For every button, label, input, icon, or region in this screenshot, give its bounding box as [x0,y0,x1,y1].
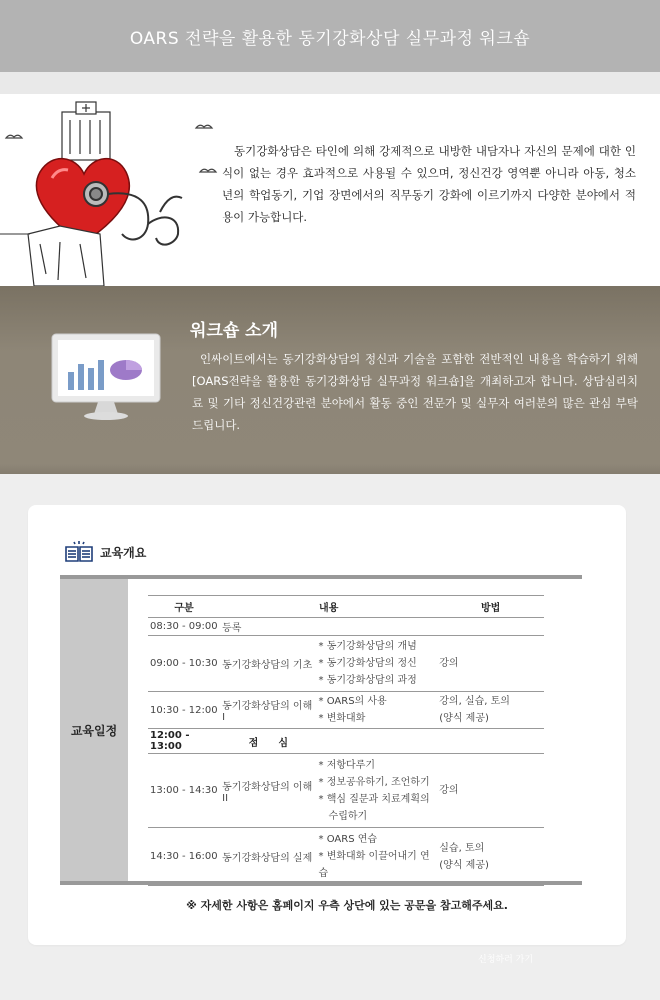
hospital-building-icon [62,102,110,160]
row-content: 동기강화상담의 이해 II [220,754,316,828]
col-header-method: 방법 [437,596,544,618]
schedule-table [148,595,544,886]
schedule-body [148,618,544,886]
row-time: 08:30 - 09:00 [148,618,220,636]
row-content: 동기강화상담의 실제 [220,828,316,886]
row-time: 13:00 - 14:30 [148,754,220,828]
overview-heading-label: 교육개요 [100,545,147,560]
detail-item: * 동기강화상담의 과정 [318,675,417,686]
row-method [437,618,544,636]
row-time: 09:00 - 10:30 [148,636,220,692]
table-row [148,754,544,828]
detail-item: * 변화대화 이끌어내기 연습 [318,851,430,879]
reference-note: ※ 자세한 사항은 홈페이지 우측 상단에 있는 공문을 참고해주세요. [186,899,508,912]
detail-item: * 동기강화상담의 정신 [318,658,417,669]
intro-section [0,94,660,286]
workshop-section [0,286,660,474]
detail-item: * 변화대화 [318,713,366,724]
workshop-paragraph: 인싸이트에서는 동기강화상담의 정신과 기술을 포함한 전반적인 내용을 학습하기 위해 [OARS전략을 활용한 동기강화상담 실무과정 워크숍]을 개최하고자 합니다. 상담심리치료 및 기타 정신건강관련 분야에서 활동 중인 전문가 및 실무자 여러분의 많은 관심 부탁드립니다. [192,352,638,432]
row-content: 등록 [220,618,316,636]
divider-strip [0,72,660,94]
col-header-content: 내용 [220,596,437,618]
row-content: 점 심 [220,729,316,754]
workshop-title: 워크숍 소개 [190,321,279,341]
overview-card [28,505,626,945]
detail-item: * 정보공유하기, 조언하기 [318,776,430,788]
cliff-icon [28,226,104,286]
row-content: 동기강화상담의 이해 I [220,692,316,729]
row-method [437,729,544,754]
book-icon [64,541,94,563]
table-row [148,618,544,636]
overview-heading [64,541,146,563]
row-method: 강의 [437,636,544,692]
row-time: 14:30 - 16:00 [148,828,220,886]
page-title: OARS 전략을 활용한 동기강화상담 실무과정 워크숍 [129,28,531,49]
intro-paragraph: 동기강화상담은 타인에 의해 강제적으로 내방한 내담자나 자신의 문제에 대한 인식이 없는 경우 효과적으로 사용될 수 있으며, 정신건강 영역뿐 아니라 아동, 청소년의 학업동기, 기업 장면에서의 직무동기 강화에 이르기까지 다양한 분야에서 적용이 가능합니다. [222,144,636,224]
col-header-time: 구분 [148,596,220,618]
table-header-row [148,596,544,618]
detail-item: * OARS의 사용 [318,696,387,707]
schedule-label: 교육일정 [70,723,118,738]
row-content: 동기강화상담의 기초 [220,636,316,692]
table-row [148,692,544,729]
row-time: 12:00 - 13:00 [148,729,220,754]
row-details [317,754,438,828]
monitor-chart-icon [46,326,166,426]
apply-link[interactable]: 신청하러 가기 [478,955,534,965]
schedule-block [60,575,582,885]
row-time: 10:30 - 12:00 [148,692,220,729]
row-details [317,618,438,636]
detail-item: * 핵심 질문과 치료계획의 [318,793,430,805]
table-row [148,636,544,692]
row-details [317,729,438,754]
row-details [317,828,438,886]
row-details [317,692,438,729]
top-banner [0,0,660,72]
row-details [317,636,438,692]
detail-item: * 저항다루기 [318,759,376,771]
table-row [148,828,544,886]
detail-item: * 동기강화상담의 개념 [318,641,417,652]
detail-item: 수립하기 [318,810,368,822]
detail-item: * OARS 연습 [318,834,378,845]
row-method: 실습, 토의 (양식 제공) [437,828,544,886]
schedule-side-label [60,579,128,881]
table-row [148,729,544,754]
row-method: 강의 [437,754,544,828]
heart-stethoscope-illustration [0,94,230,286]
row-method: 강의, 실습, 토의 (양식 제공) [437,692,544,729]
